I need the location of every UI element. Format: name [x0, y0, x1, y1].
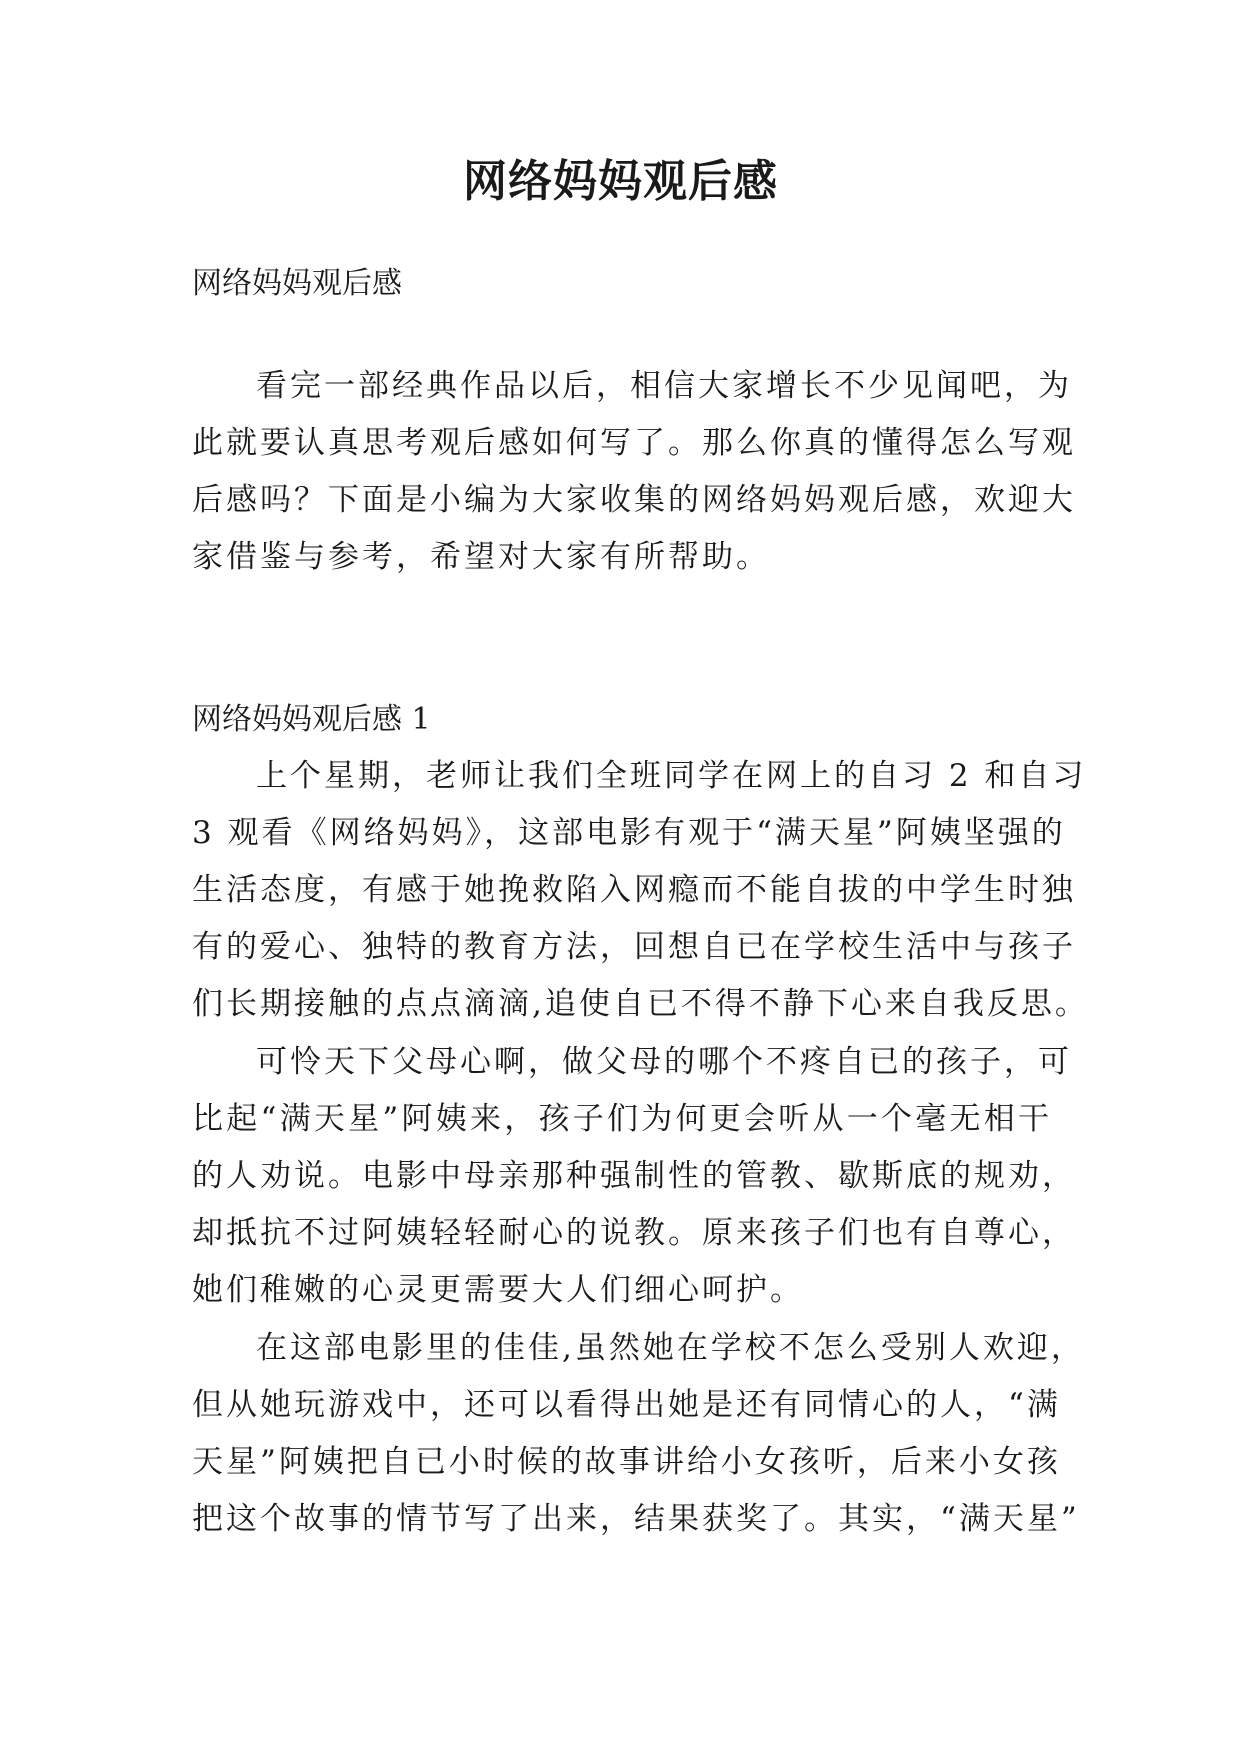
paragraph-line: 却抵抗不过阿姨轻轻耐心的说教。原来孩子们也有自尊心， — [192, 1215, 1076, 1251]
paragraph-line: 天星”阿姨把自已小时候的故事讲给小女孩听，后来小女孩 — [192, 1444, 1061, 1480]
paragraph-1 — [192, 748, 1089, 1033]
paragraph-line: 可怜天下父母心啊，做父母的哪个不疼自已的孩子，可 — [256, 1044, 1072, 1080]
paragraph-line: 的人劝说。电影中母亲那种强制性的管教、歇斯底的规劝， — [192, 1158, 1076, 1194]
intro-line: 看完一部经典作品以后，相信大家增长不少见闻吧，为 — [256, 368, 1072, 404]
intro-line: 此就要认真思考观后感如何写了。那么你真的懂得怎么写观 — [192, 425, 1076, 461]
intro-line: 后感吗？下面是小编为大家收集的网络妈妈观后感，欢迎大 — [192, 482, 1076, 518]
section-heading: 网络妈妈观后感 1 — [192, 702, 431, 737]
paragraph-3 — [192, 1320, 1085, 1548]
document-title: 网络妈妈观后感 — [463, 156, 778, 207]
intro-paragraph — [192, 358, 1076, 586]
paragraph-line: 把这个故事的情节写了出来，结果获奖了。其实，“满天星” — [192, 1501, 1080, 1537]
paragraph-line: 们长期接触的点点滴滴,追使自已不得不静下心来自我反思。 — [192, 986, 1089, 1022]
paragraph-line: 上个星期，老师让我们全班同学在网上的自习 2 和自习 — [256, 758, 1087, 794]
paragraph-line: 生活态度，有感于她挽救陷入网瘾而不能自拔的中学生时独 — [192, 872, 1076, 908]
paragraph-line: 有的爱心、独特的教育方法，回想自已在学校生活中与孩子 — [192, 929, 1076, 965]
document-subtitle: 网络妈妈观后感 — [192, 266, 402, 301]
intro-line: 家借鉴与参考，希望对大家有所帮助。 — [192, 539, 770, 575]
paragraph-line: 但从她玩游戏中，还可以看得出她是还有同情心的人，“满 — [192, 1387, 1061, 1423]
paragraph-line: 3 观看《网络妈妈》，这部电影有观于“满天星”阿姨坚强的 — [192, 815, 1066, 851]
paragraph-2 — [192, 1034, 1076, 1319]
paragraph-line: 她们稚嫩的心灵更需要大人们细心呵护。 — [192, 1272, 804, 1308]
paragraph-line: 在这部电影里的佳佳,虽然她在学校不怎么受别人欢迎， — [256, 1330, 1085, 1366]
paragraph-line: 比起“满天星”阿姨来，孩子们为何更会听从一个毫无相干 — [192, 1101, 1052, 1137]
